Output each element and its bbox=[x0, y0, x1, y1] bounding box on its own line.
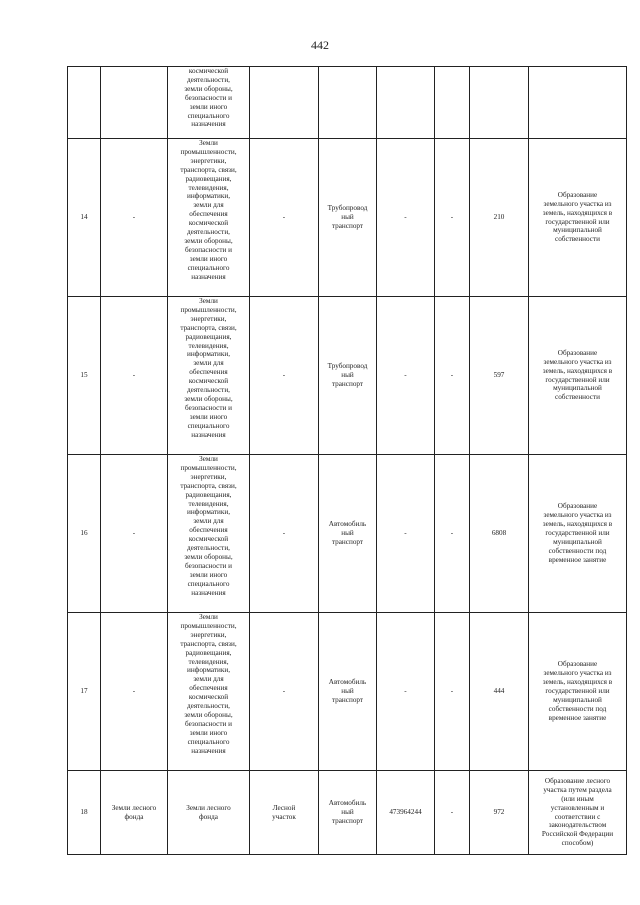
cell-col6 bbox=[377, 67, 435, 139]
cell-col2: - bbox=[101, 297, 168, 455]
cell-area: 972 bbox=[470, 771, 529, 855]
cell-num: 18 bbox=[68, 771, 101, 855]
cell-num: 16 bbox=[68, 455, 101, 613]
cell-transport-type: Трубопровод ный транспорт bbox=[319, 297, 377, 455]
cell-col7: - bbox=[435, 139, 470, 297]
cell-land-category: Земли промышленности, энергетики, транспорта, связи, радиовещания, телевидения, информатики, земли для обеспечения космической деятельности, земли обороны, безопасности и земли иного специального назначения bbox=[168, 297, 250, 455]
cell-land-category: Земли промышленности, энергетики, транспорта, связи, радиовещания, телевидения, информатики, земли для обеспечения космической деятельности, земли обороны, безопасности и земли иного специального назначения bbox=[168, 455, 250, 613]
cell-col8 bbox=[470, 67, 529, 139]
cell-col6: - bbox=[377, 139, 435, 297]
cell-num: 17 bbox=[68, 613, 101, 771]
cell-area: 6808 bbox=[470, 455, 529, 613]
cell-num: 14 bbox=[68, 139, 101, 297]
cell-col4 bbox=[250, 67, 319, 139]
cell-land-category: Земли промышленности, энергетики, транспорта, связи, радиовещания, телевидения, информатики, земли для обеспечения космической деятельности, земли обороны, безопасности и земли иного специального назначения bbox=[168, 139, 250, 297]
cell-formation-method: Образование земельного участка из земель, находящихся в государственной или муниципальной собственности под временное занятие bbox=[529, 613, 627, 771]
cell-formation-method: Образование земельного участка из земель, находящихся в государственной или муниципальной собственности bbox=[529, 297, 627, 455]
cell-col5 bbox=[319, 67, 377, 139]
cell-formation-method: Образование земельного участка из земель, находящихся в государственной или муниципальной собственности bbox=[529, 139, 627, 297]
cell-col4: - bbox=[250, 139, 319, 297]
cell-col2 bbox=[101, 67, 168, 139]
cell-land-category: космической деятельности, земли обороны, безопасности и земли иного специального назначения bbox=[168, 67, 250, 139]
cell-formation-method: Образование земельного участка из земель, находящихся в государственной или муниципальной собственности под временное занятие bbox=[529, 455, 627, 613]
table-row bbox=[68, 771, 627, 855]
cell-col7: - bbox=[435, 771, 470, 855]
cell-formation-method: Образование лесного участка путем раздела (или иным установленным и соответствии с законодательством Российской Федерации способом) bbox=[529, 771, 627, 855]
cell-col4: - bbox=[250, 297, 319, 455]
cell-num: 15 bbox=[68, 297, 101, 455]
cell-col2: Земли лесного фонда bbox=[101, 771, 168, 855]
cell-transport-type: Трубопровод ный транспорт bbox=[319, 139, 377, 297]
cell-transport-type: Автомобиль ный транспорт bbox=[319, 613, 377, 771]
cell-area: 210 bbox=[470, 139, 529, 297]
cell-col7 bbox=[435, 67, 470, 139]
table-row bbox=[68, 613, 627, 771]
table-row bbox=[68, 455, 627, 613]
cell-col2: - bbox=[101, 455, 168, 613]
cell-col6: - bbox=[377, 613, 435, 771]
cell-col6: - bbox=[377, 297, 435, 455]
cell-area: 597 bbox=[470, 297, 529, 455]
table-row bbox=[68, 139, 627, 297]
cell-area: 444 bbox=[470, 613, 529, 771]
cell-col4: - bbox=[250, 613, 319, 771]
cell-plot-type: Лесной участок bbox=[250, 771, 319, 855]
table-row bbox=[68, 297, 627, 455]
cell-col6: - bbox=[377, 455, 435, 613]
cell-cadastral-number: 473964244 bbox=[377, 771, 435, 855]
cell-num bbox=[68, 67, 101, 139]
cell-transport-type: Автомобиль ный транспорт bbox=[319, 455, 377, 613]
cell-col2: - bbox=[101, 613, 168, 771]
cell-land-category: Земли промышленности, энергетики, транспорта, связи, радиовещания, телевидения, информатики, земли для обеспечения космической деятельности, земли обороны, безопасности и земли иного специального назначения bbox=[168, 613, 250, 771]
cell-col7: - bbox=[435, 297, 470, 455]
cell-col2: - bbox=[101, 139, 168, 297]
page-number: 442 bbox=[311, 38, 329, 52]
cell-transport-type: Автомобиль ный транспорт bbox=[319, 771, 377, 855]
cell-col4: - bbox=[250, 455, 319, 613]
table-row-continued bbox=[68, 67, 627, 139]
cell-land-category: Земли лесного фонда bbox=[168, 771, 250, 855]
cell-col7: - bbox=[435, 613, 470, 771]
cell-col9 bbox=[529, 67, 627, 139]
land-plots-table bbox=[67, 66, 627, 855]
cell-col7: - bbox=[435, 455, 470, 613]
